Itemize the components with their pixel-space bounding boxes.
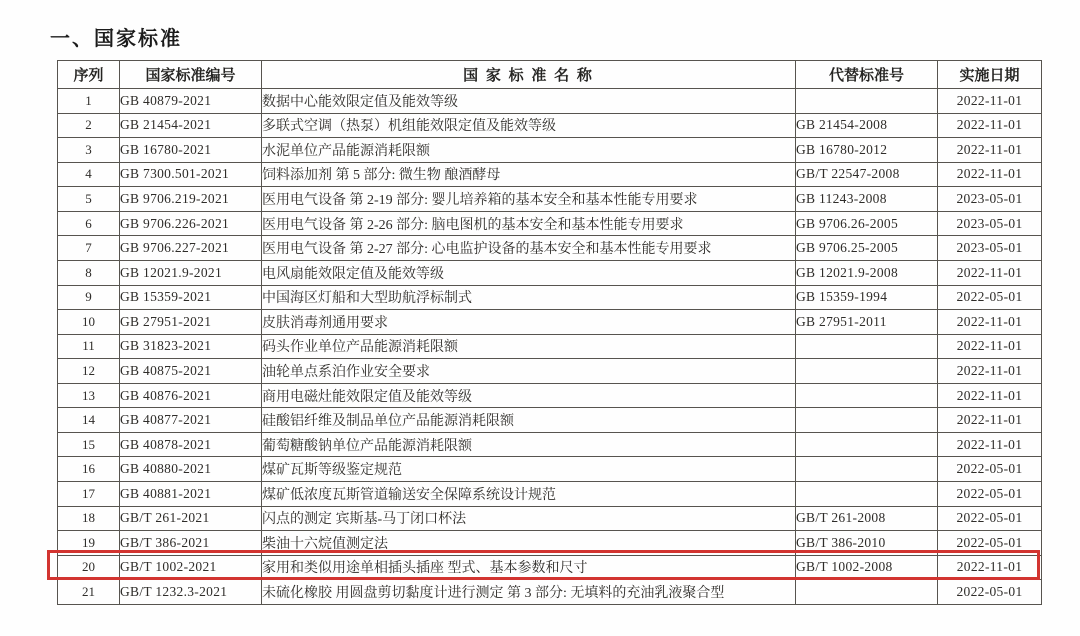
- standards-table: [57, 60, 1042, 605]
- header-code: 国家标准编号: [120, 61, 262, 89]
- cell-code: GB 40878-2021: [120, 432, 262, 457]
- cell-name: 水泥单位产品能源消耗限额: [262, 138, 796, 163]
- cell-replaced: GB 9706.26-2005: [796, 211, 938, 236]
- cell-date: 2022-11-01: [938, 162, 1042, 187]
- cell-seq: 10: [58, 310, 120, 335]
- table-row: [58, 408, 1042, 433]
- table-row: [58, 187, 1042, 212]
- cell-name: 中国海区灯船和大型助航浮标制式: [262, 285, 796, 310]
- table-row: [58, 383, 1042, 408]
- table-row: [58, 138, 1042, 163]
- cell-replaced: [796, 457, 938, 482]
- table-row: [58, 162, 1042, 187]
- cell-name: 煤矿低浓度瓦斯管道输送安全保障系统设计规范: [262, 482, 796, 507]
- cell-code: GB 40875-2021: [120, 359, 262, 384]
- cell-replaced: [796, 334, 938, 359]
- cell-replaced: [796, 89, 938, 114]
- cell-code: GB 40880-2021: [120, 457, 262, 482]
- cell-name: 皮肤消毒剂通用要求: [262, 310, 796, 335]
- cell-name: 闪点的测定 宾斯基-马丁闭口杯法: [262, 506, 796, 531]
- cell-replaced: GB/T 261-2008: [796, 506, 938, 531]
- cell-replaced: GB 21454-2008: [796, 113, 938, 138]
- cell-code: GB/T 1002-2021: [120, 555, 262, 580]
- cell-seq: 8: [58, 260, 120, 285]
- cell-name: 商用电磁灶能效限定值及能效等级: [262, 383, 796, 408]
- header-seq: 序列: [58, 61, 120, 89]
- table-row: [58, 260, 1042, 285]
- cell-date: 2022-11-01: [938, 113, 1042, 138]
- cell-name: 家用和类似用途单相插头插座 型式、基本参数和尺寸: [262, 555, 796, 580]
- cell-seq: 19: [58, 531, 120, 556]
- table-row: [58, 359, 1042, 384]
- cell-seq: 1: [58, 89, 120, 114]
- cell-seq: 21: [58, 580, 120, 605]
- cell-date: 2022-11-01: [938, 260, 1042, 285]
- cell-name: 未硫化橡胶 用圆盘剪切黏度计进行测定 第 3 部分: 无填料的充油乳液聚合型: [262, 580, 796, 605]
- cell-seq: 7: [58, 236, 120, 261]
- cell-seq: 14: [58, 408, 120, 433]
- cell-seq: 16: [58, 457, 120, 482]
- cell-code: GB 40877-2021: [120, 408, 262, 433]
- section-heading: 一、国家标准: [50, 28, 182, 50]
- header-replaced: 代替标准号: [796, 61, 938, 89]
- cell-replaced: GB 15359-1994: [796, 285, 938, 310]
- cell-code: GB 7300.501-2021: [120, 162, 262, 187]
- header-name: 国 家 标 准 名 称: [262, 61, 796, 89]
- cell-code: GB 31823-2021: [120, 334, 262, 359]
- cell-replaced: GB 9706.25-2005: [796, 236, 938, 261]
- cell-name: 柴油十六烷值测定法: [262, 531, 796, 556]
- cell-code: GB/T 1232.3-2021: [120, 580, 262, 605]
- table-row: [58, 334, 1042, 359]
- table-row: [58, 432, 1042, 457]
- cell-date: 2022-05-01: [938, 531, 1042, 556]
- cell-date: 2023-05-01: [938, 236, 1042, 261]
- header-date: 实施日期: [938, 61, 1042, 89]
- cell-replaced: [796, 432, 938, 457]
- cell-name: 饲料添加剂 第 5 部分: 微生物 酿酒酵母: [262, 162, 796, 187]
- cell-seq: 11: [58, 334, 120, 359]
- table-row: [58, 506, 1042, 531]
- cell-replaced: GB 16780-2012: [796, 138, 938, 163]
- cell-code: GB 40876-2021: [120, 383, 262, 408]
- cell-replaced: GB/T 386-2010: [796, 531, 938, 556]
- table-row: [58, 555, 1042, 580]
- cell-seq: 2: [58, 113, 120, 138]
- table-row: [58, 113, 1042, 138]
- cell-code: GB 9706.219-2021: [120, 187, 262, 212]
- cell-name: 油轮单点系泊作业安全要求: [262, 359, 796, 384]
- cell-replaced: [796, 383, 938, 408]
- cell-code: GB 9706.226-2021: [120, 211, 262, 236]
- cell-seq: 17: [58, 482, 120, 507]
- table-row: [58, 89, 1042, 114]
- cell-seq: 15: [58, 432, 120, 457]
- cell-date: 2022-05-01: [938, 580, 1042, 605]
- cell-name: 医用电气设备 第 2-27 部分: 心电监护设备的基本安全和基本性能专用要求: [262, 236, 796, 261]
- cell-date: 2022-11-01: [938, 555, 1042, 580]
- cell-date: 2022-11-01: [938, 89, 1042, 114]
- cell-name: 码头作业单位产品能源消耗限额: [262, 334, 796, 359]
- cell-seq: 12: [58, 359, 120, 384]
- cell-code: GB 21454-2021: [120, 113, 262, 138]
- table-row: [58, 285, 1042, 310]
- cell-seq: 20: [58, 555, 120, 580]
- cell-code: GB 12021.9-2021: [120, 260, 262, 285]
- cell-replaced: GB 27951-2011: [796, 310, 938, 335]
- cell-replaced: [796, 359, 938, 384]
- cell-date: 2022-11-01: [938, 310, 1042, 335]
- cell-date: 2022-11-01: [938, 334, 1042, 359]
- cell-code: GB 40879-2021: [120, 89, 262, 114]
- cell-code: GB 16780-2021: [120, 138, 262, 163]
- cell-seq: 9: [58, 285, 120, 310]
- cell-code: GB 40881-2021: [120, 482, 262, 507]
- cell-date: 2022-11-01: [938, 383, 1042, 408]
- cell-name: 医用电气设备 第 2-26 部分: 脑电图机的基本安全和基本性能专用要求: [262, 211, 796, 236]
- cell-replaced: [796, 580, 938, 605]
- table-row: [58, 580, 1042, 605]
- cell-name: 葡萄糖酸钠单位产品能源消耗限额: [262, 432, 796, 457]
- cell-seq: 3: [58, 138, 120, 163]
- cell-date: 2022-11-01: [938, 359, 1042, 384]
- table-row: [58, 482, 1042, 507]
- cell-seq: 18: [58, 506, 120, 531]
- cell-code: GB 27951-2021: [120, 310, 262, 335]
- cell-seq: 6: [58, 211, 120, 236]
- cell-date: 2022-05-01: [938, 482, 1042, 507]
- cell-date: 2022-11-01: [938, 138, 1042, 163]
- cell-name: 数据中心能效限定值及能效等级: [262, 89, 796, 114]
- cell-code: GB/T 386-2021: [120, 531, 262, 556]
- cell-name: 电风扇能效限定值及能效等级: [262, 260, 796, 285]
- cell-replaced: GB/T 1002-2008: [796, 555, 938, 580]
- table-header-row: [58, 61, 1042, 89]
- cell-date: 2022-05-01: [938, 285, 1042, 310]
- cell-replaced: GB 12021.9-2008: [796, 260, 938, 285]
- cell-code: GB 15359-2021: [120, 285, 262, 310]
- cell-date: 2023-05-01: [938, 187, 1042, 212]
- cell-name: 多联式空调（热泵）机组能效限定值及能效等级: [262, 113, 796, 138]
- cell-replaced: GB 11243-2008: [796, 187, 938, 212]
- cell-code: GB 9706.227-2021: [120, 236, 262, 261]
- table-row: [58, 310, 1042, 335]
- table-row: [58, 457, 1042, 482]
- table-row: [58, 531, 1042, 556]
- cell-replaced: [796, 482, 938, 507]
- cell-name: 硅酸铝纤维及制品单位产品能源消耗限额: [262, 408, 796, 433]
- table-row: [58, 236, 1042, 261]
- table-body: [58, 89, 1042, 605]
- cell-name: 煤矿瓦斯等级鉴定规范: [262, 457, 796, 482]
- cell-seq: 5: [58, 187, 120, 212]
- cell-date: 2022-05-01: [938, 457, 1042, 482]
- cell-seq: 4: [58, 162, 120, 187]
- cell-replaced: GB/T 22547-2008: [796, 162, 938, 187]
- cell-name: 医用电气设备 第 2-19 部分: 婴儿培养箱的基本安全和基本性能专用要求: [262, 187, 796, 212]
- cell-date: 2022-11-01: [938, 432, 1042, 457]
- cell-date: 2022-05-01: [938, 506, 1042, 531]
- cell-date: 2023-05-01: [938, 211, 1042, 236]
- table-row: [58, 211, 1042, 236]
- cell-replaced: [796, 408, 938, 433]
- cell-code: GB/T 261-2021: [120, 506, 262, 531]
- cell-seq: 13: [58, 383, 120, 408]
- cell-date: 2022-11-01: [938, 408, 1042, 433]
